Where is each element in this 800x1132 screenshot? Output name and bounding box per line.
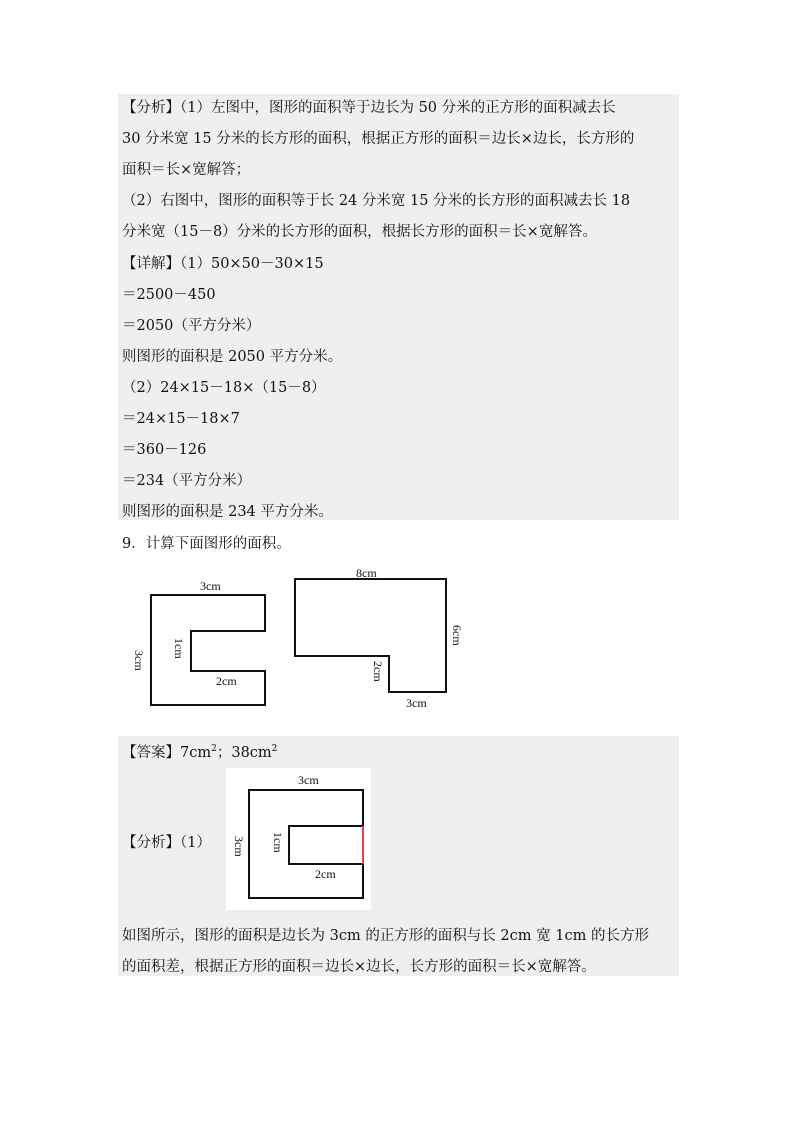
analysis-line-4: （2）右图中，图形的面积等于长 24 分米宽 15 分米的长方形的面积减去长 18 [122,193,631,209]
question-text: 9．计算下面图形的面积。 [122,536,291,552]
answer-u-shape-outline [249,790,363,898]
label-left: 3cm [232,836,246,857]
detail-line-1: 【详解】（1）50×50－30×15 [122,256,324,272]
label-inner-depth: 1cm [271,832,285,853]
answer-figure-u-shape [226,768,371,910]
explain-line-1: 如图所示，图形的面积是边长为 3cm 的正方形的面积与长 2cm 宽 1cm 的长方形 [122,928,649,944]
label-left: 3cm [132,650,146,671]
label-right: 6cm [450,625,464,646]
answer-prefix: 【答案】 [122,745,180,761]
analysis-line-5: 分米宽（15－8）分米的长方形的面积，根据长方形的面积＝长×宽解答。 [122,224,597,240]
detail-line-5: （2）24×15－18×（15－8） [122,380,326,396]
answer-value-2: 38cm [231,745,272,761]
answer-sup-1: 2 [211,744,217,754]
analysis-line-1: 【分析】（1）左图中，图形的面积等于边长为 50 分米的正方形的面积减去长 [122,100,616,116]
label-top: 3cm [200,579,221,593]
answer-line [122,739,277,763]
explain-line-2: 的面积差，根据正方形的面积＝边长×边长，长方形的面积＝长×宽解答。 [122,959,596,975]
label-step: 2cm [371,661,385,682]
detail-line-7: ＝360－126 [122,442,207,458]
u-shape-outline [151,595,265,705]
detail-line-9: 则图形的面积是 234 平方分米。 [122,504,333,520]
answer-sep: ； [216,745,232,761]
detail-line-3: ＝2050（平方分米） [122,318,261,334]
detail-line-8: ＝234（平方分米） [122,473,252,489]
l-shape-outline [295,579,446,692]
answer-figure-box [226,768,371,910]
detail-line-4: 则图形的面积是 2050 平方分米。 [122,349,343,365]
answer-sup-2: 2 [271,744,278,754]
figure-l-shape [285,565,470,715]
figure-u-shape [130,575,280,710]
label-top: 3cm [298,773,319,787]
label-inner-bottom: 2cm [315,867,336,881]
analysis-line-2: 30 分米宽 15 分米的长方形的面积，根据正方形的面积＝边长×边长，长方形的 [122,131,635,147]
analysis-line-3: 面积＝长×宽解答； [122,162,251,178]
label-bottom: 3cm [406,696,427,710]
answer-value-1: 7cm [180,745,212,761]
answer-analysis-prefix: 【分析】（1） [122,835,211,851]
detail-line-2: ＝2500－450 [122,287,216,303]
label-inner-depth: 1cm [172,638,186,659]
detail-line-6: ＝24×15－18×7 [122,411,240,427]
label-top: 8cm [356,566,377,580]
label-inner-bottom: 2cm [216,674,237,688]
